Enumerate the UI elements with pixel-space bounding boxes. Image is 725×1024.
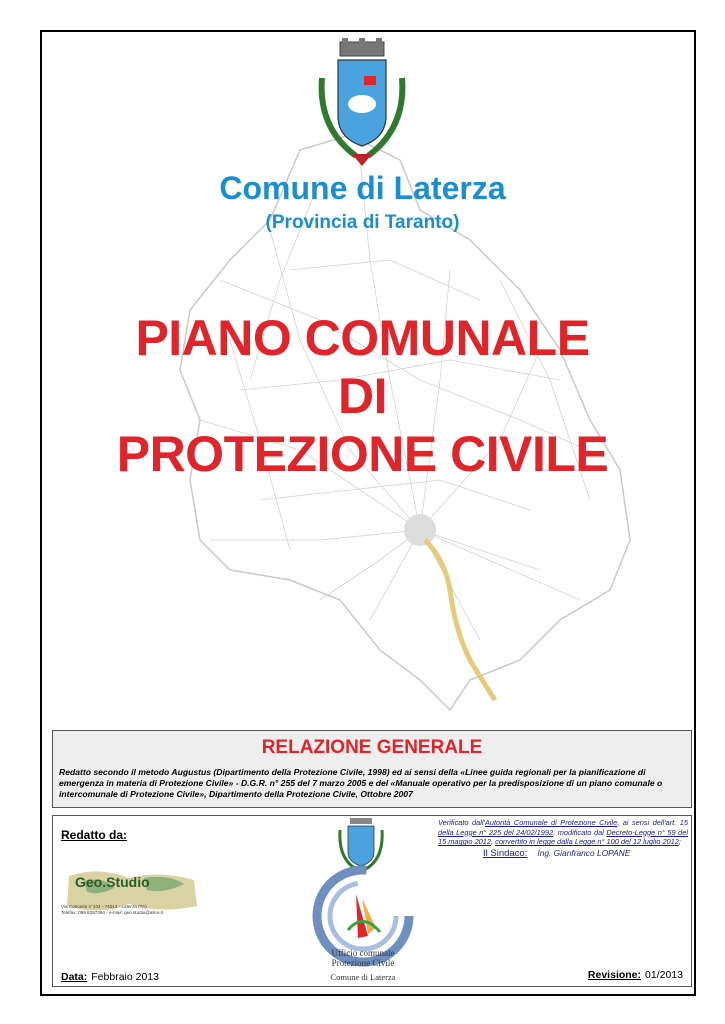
comune-title: Comune di Laterza (219, 170, 506, 206)
upc-line1: Ufficio comunale (331, 948, 395, 958)
geo-studio-name: Geo.Studio (75, 874, 150, 890)
revision-value: 01/2013 (645, 969, 683, 981)
date-value: Febbraio 2013 (91, 971, 159, 983)
upc-line2: Protezione Civile (331, 958, 395, 968)
date-line (61, 971, 159, 983)
revision-label: Revisione: (587, 969, 642, 981)
main-title-line2: DI (338, 368, 387, 424)
sindaco-label: Il Sindaco: (483, 848, 528, 859)
geo-studio-contacts: Telefax: 099.8297364 - e-mail: geo.studio@alice.it (61, 910, 163, 915)
credits-box (52, 815, 692, 987)
geo-studio-address: Via Concerie n°104 - 74014 - Laterza (TA) (61, 904, 147, 909)
sindaco-name: Ing. Gianfranco LOPANE (537, 848, 631, 858)
coat-of-arms (312, 38, 412, 170)
date-label: Data: (61, 971, 88, 983)
revision-line (588, 969, 683, 981)
upc-line3: Comune di Laterza (330, 972, 396, 982)
sindaco-line (483, 848, 630, 859)
redatto-label: Redatto da: (61, 828, 127, 842)
provincia-subtitle: (Provincia di Taranto) (265, 212, 460, 233)
relazione-description: Redatto secondo il metodo Augustus (Dipartimento della Protezione Civile, 1998) ed ai sensi della «Linee guida regionali per la pianificazione di emergenza in materia di Protezione Civile» - D.G.R. n° 255 del 7 marzo 2005 e del «Manuale operativo per la predisposizione di un piano comunale o intercomunale di Protezione Civile», Dipartimento della Protezione Civile, Ottobre 2007 (59, 767, 663, 799)
main-title-line3: PROTEZIONE CIVILE (116, 426, 609, 482)
verification-note: Verificato dall'Autorità Comunale di Protezione Civile, ai sensi dell'art. 15 della Legge n° 225 del 24/02/1992, modificato dal Decreto-Legge n° 59 del 15 maggio 2012, convertito in legge dalla Legge n° 100 del 12 luglio 2012; (438, 818, 689, 847)
relazione-box (52, 730, 692, 808)
protezione-civile-logo (298, 816, 428, 988)
relazione-title: RELAZIONE GENERALE (261, 737, 483, 758)
main-title-line1: PIANO COMUNALE (135, 310, 590, 366)
